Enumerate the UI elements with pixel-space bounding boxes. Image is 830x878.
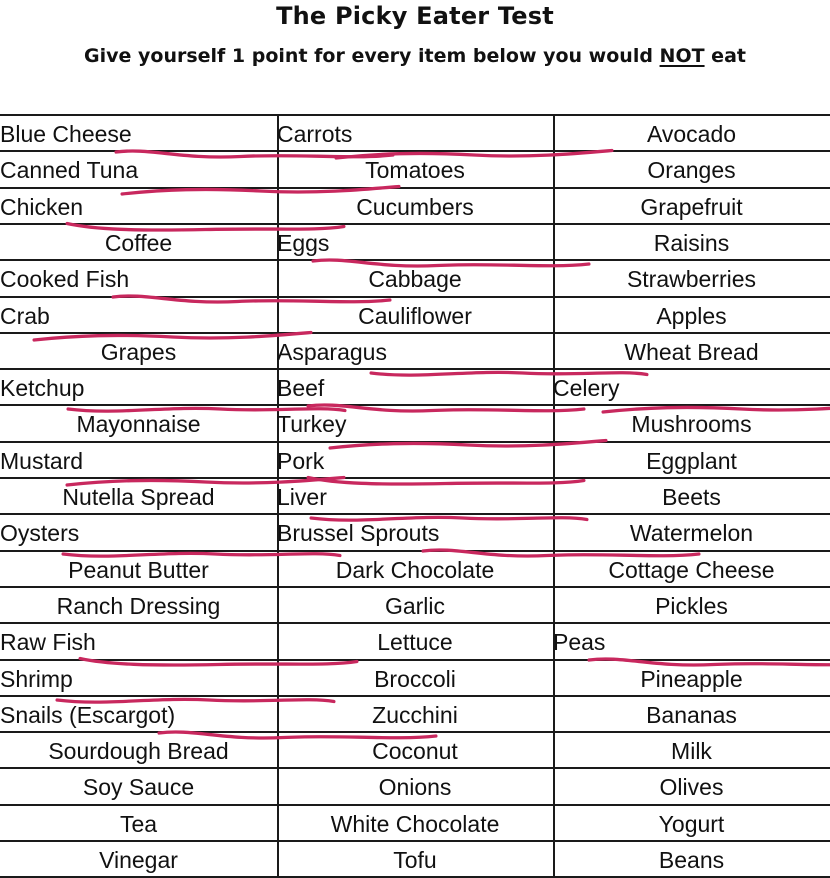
food-item-label: Cauliflower [358,303,472,329]
instructions-emphasis: NOT [659,45,705,67]
food-item-cell [277,806,553,842]
food-item-label: Celery [553,370,830,406]
food-item-label: Dark Chocolate [335,557,495,583]
food-item-label: Raisins [653,230,730,256]
instructions [0,45,830,67]
food-item-cell [0,443,277,479]
food-item-cell [277,588,553,624]
food-item-cell [0,334,277,370]
food-item-label: Mustard [0,443,277,479]
food-item-cell [553,116,830,152]
food-item-cell [553,370,830,406]
food-item-label: Ranch Dressing [56,593,221,619]
food-item-label: Ketchup [0,370,277,406]
food-item-label: Strawberries [626,266,757,292]
food-item-label: Yogurt [658,811,725,837]
food-item-cell [277,334,553,370]
food-item-label: Beets [662,484,721,510]
food-item-cell [553,479,830,515]
food-item-label: Brussel Sprouts [277,515,553,551]
food-item-cell [553,225,830,261]
food-item-cell [553,189,830,225]
food-item-cell [0,624,277,660]
instructions-text-after: eat [704,45,746,67]
food-item-label: Cucumbers [356,194,474,220]
food-item-cell [0,298,277,334]
food-item-cell [277,515,553,551]
food-item-cell [0,225,277,261]
food-item-label: Onions [378,774,452,800]
food-item-label: Snails (Escargot) [0,697,277,733]
food-item-cell [553,515,830,551]
food-item-cell [0,552,277,588]
food-item-cell [0,588,277,624]
food-item-cell [553,298,830,334]
food-item-label: Asparagus [277,334,553,370]
food-item-label: Raw Fish [0,624,277,660]
food-item-label: Crab [0,298,277,334]
food-item-cell [277,624,553,660]
food-item-cell [277,661,553,697]
food-item-label: Grapefruit [640,194,743,220]
food-item-label: Turkey [277,406,553,442]
food-item-label: Watermelon [629,520,754,546]
food-item-cell [553,261,830,297]
food-item-cell [0,806,277,842]
food-item-label: Peanut Butter [68,557,209,583]
food-table [0,114,830,878]
food-item-label: Tea [119,811,158,837]
food-item-label: Eggs [277,225,553,261]
food-item-label: Wheat Bread [624,339,759,365]
food-item-cell [553,733,830,769]
food-item-cell [0,370,277,406]
food-item-cell [277,842,553,878]
food-item-label: Zucchini [372,702,458,728]
food-item-label: Olives [659,774,724,800]
food-item-label: Vinegar [99,847,178,873]
food-item-cell [0,261,277,297]
food-item-label: Tofu [393,847,437,873]
food-item-label: Eggplant [646,448,737,474]
food-item-label: Coconut [372,738,458,764]
food-item-cell [553,624,830,660]
food-item-cell [553,806,830,842]
food-item-label: Beef [277,370,553,406]
food-item-label: White Chocolate [330,811,500,837]
food-item-cell [553,552,830,588]
food-item-label: Coffee [104,230,173,256]
food-item-cell [277,116,553,152]
food-item-cell [277,733,553,769]
food-item-cell [277,769,553,805]
food-item-cell [0,189,277,225]
food-item-cell [277,225,553,261]
food-item-cell [277,552,553,588]
food-item-label: Milk [671,738,712,764]
food-item-label: Liver [277,479,553,515]
food-item-cell [553,588,830,624]
food-item-cell [277,189,553,225]
food-item-label: Pork [277,443,553,479]
food-item-label: Mayonnaise [76,411,201,437]
food-item-cell [553,842,830,878]
food-item-cell [0,515,277,551]
food-item-label: Blue Cheese [0,116,277,152]
food-item-cell [0,697,277,733]
food-item-cell [0,733,277,769]
food-item-label: Pineapple [640,666,743,692]
food-item-label: Cooked Fish [0,261,277,297]
food-item-label: Cottage Cheese [608,557,775,583]
food-item-label: Soy Sauce [82,774,195,800]
food-item-label: Apples [656,303,727,329]
food-item-label: Beans [658,847,725,873]
food-item-label: Chicken [0,189,277,225]
food-item-label: Avocado [646,121,737,147]
food-item-cell [553,661,830,697]
food-item-cell [553,152,830,188]
food-item-label: Peas [553,624,830,660]
food-item-label: Shrimp [0,661,277,697]
food-item-label: Pickles [655,593,728,619]
food-item-label: Oranges [647,157,736,183]
food-item-cell [277,370,553,406]
food-item-cell [0,116,277,152]
food-item-cell [277,697,553,733]
instructions-text-before: Give yourself 1 point for every item below you would [84,45,660,67]
food-item-label: Lettuce [377,629,453,655]
food-item-cell [553,406,830,442]
food-item-cell [0,769,277,805]
food-item-label: Canned Tuna [0,152,277,188]
food-item-label: Grapes [100,339,177,365]
food-item-cell [277,298,553,334]
food-item-label: Tomatoes [365,157,465,183]
food-item-cell [277,152,553,188]
food-item-cell [277,406,553,442]
food-item-label: Broccoli [374,666,456,692]
food-item-cell [0,152,277,188]
food-item-cell [277,479,553,515]
food-item-cell [553,697,830,733]
food-item-cell [0,661,277,697]
food-item-cell [553,769,830,805]
food-item-cell [0,479,277,515]
food-item-cell [277,261,553,297]
food-item-label: Garlic [384,593,446,619]
page-title: The Picky Eater Test [276,2,554,30]
food-item-label: Mushrooms [631,411,752,437]
food-item-label: Nutella Spread [62,484,215,510]
food-item-cell [0,842,277,878]
food-item-cell [0,406,277,442]
food-item-cell [553,443,830,479]
food-item-label: Carrots [277,116,553,152]
food-item-label: Cabbage [368,266,462,292]
food-item-label: Sourdough Bread [48,738,229,764]
food-item-cell [553,334,830,370]
food-item-label: Oysters [0,515,277,551]
food-item-cell [277,443,553,479]
food-item-label: Bananas [646,702,737,728]
